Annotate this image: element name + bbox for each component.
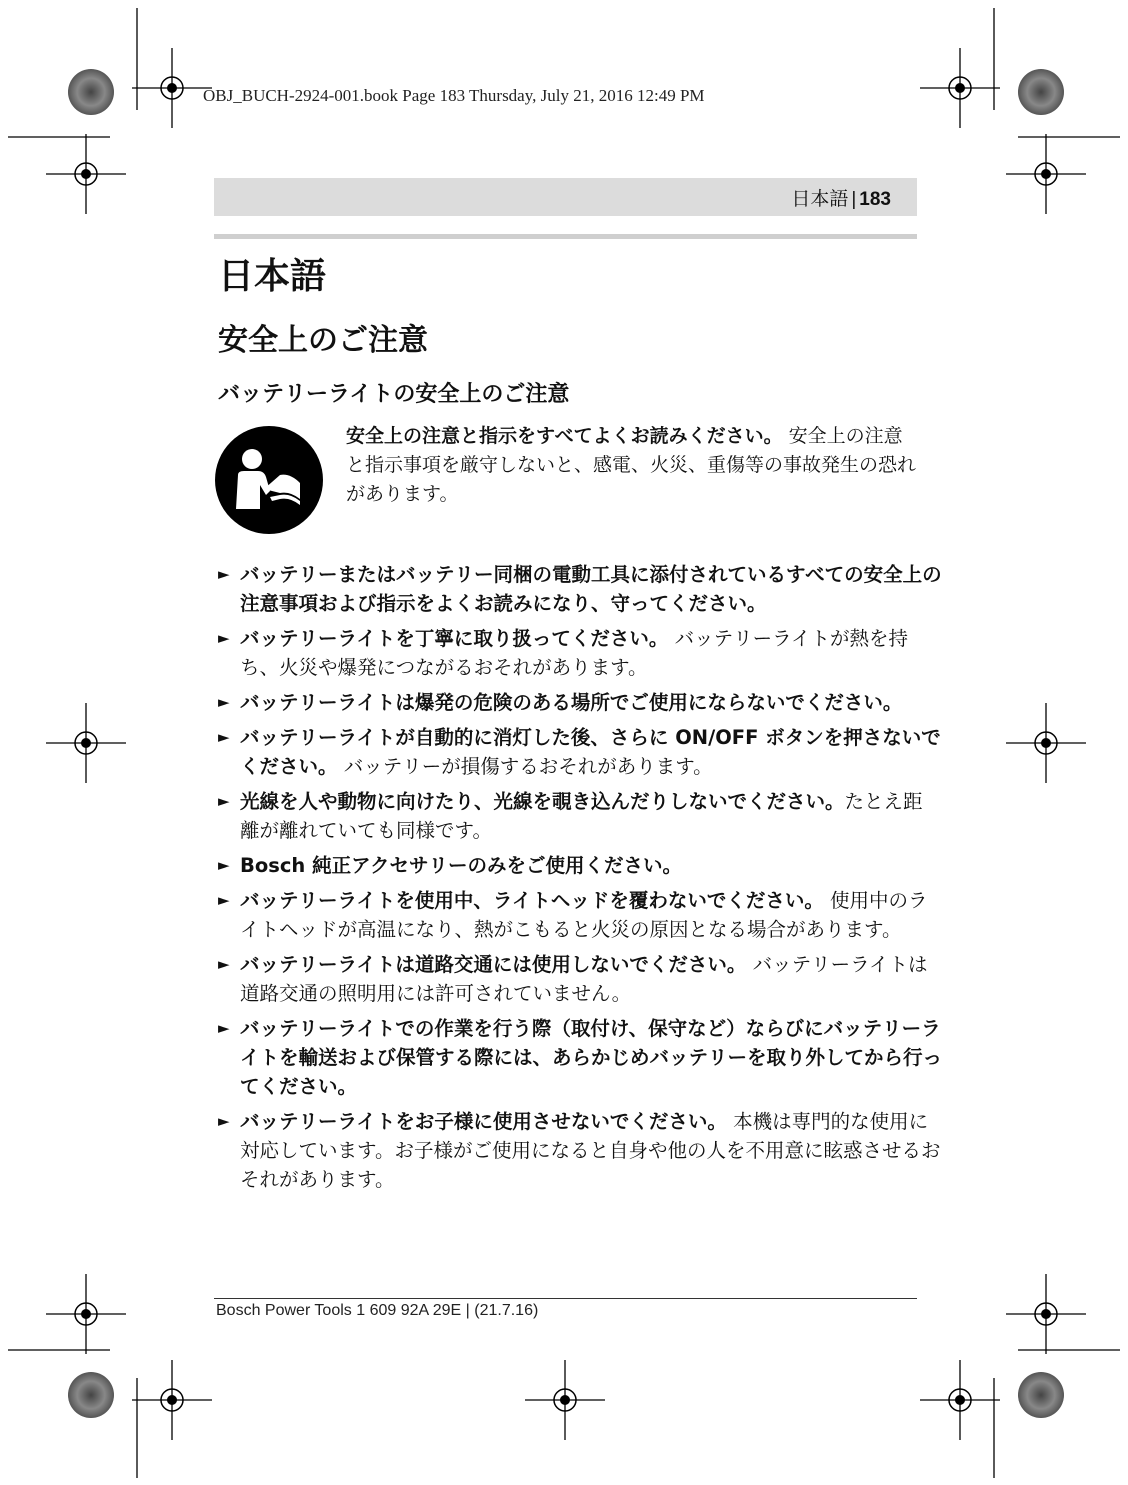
bullet-icon: ► (218, 891, 230, 909)
item-bold: バッテリーライトを丁寧に取り扱ってください。 (240, 627, 669, 650)
page-number: 183 (859, 189, 891, 210)
item-bold: バッテリーライトをお子様に使用させないでください。 (240, 1110, 727, 1133)
list-item (218, 787, 942, 845)
running-head-separator: | (851, 189, 857, 210)
item-bold: バッテリーライトでの作業を行う際（取付け、保守など）ならびにバッテリーライトを輸送および保管する際には、あらかじめバッテリーを取り外してから行ってください。 (240, 1017, 943, 1098)
list-item (218, 851, 942, 880)
list-item (218, 560, 942, 618)
item-text: バッテリーライトが熱を持ち、火災や爆発につながるおそれがあります。 (240, 627, 909, 679)
bullet-icon: ► (218, 1019, 230, 1037)
bullet-icon: ► (218, 792, 230, 810)
print-slug: OBJ_BUCH-2924-001.book Page 183 Thursday, July 21, 2016 12:49 PM (203, 86, 705, 105)
intro-bold: 安全上の注意と指示をすべてよくお読みください。 (346, 425, 783, 447)
item-text: たとえ距離が離れていても同様です。 (240, 790, 923, 842)
item-bold: バッテリーライトは道路交通には使用しないでください。 (240, 953, 747, 976)
item-bold: Bosch 純正アクセサリーのみをご使用ください。 (240, 854, 683, 877)
item-bold: 光線を人や動物に向けたり、光線を覗き込んだりしないでください。 (240, 790, 845, 813)
list-item (218, 624, 942, 682)
bullet-icon: ► (218, 565, 230, 583)
section-title: 安全上のご注意 (218, 323, 428, 358)
safety-list (218, 560, 942, 1200)
item-text: バッテリーライトは道路交通の照明用には許可されていません。 (240, 953, 928, 1005)
running-head (791, 184, 891, 211)
list-item (218, 886, 942, 944)
subsection-title: バッテリーライトの安全上のご注意 (218, 382, 570, 407)
read-manual-icon (214, 425, 324, 535)
page-footer: Bosch Power Tools 1 609 92A 29E | (21.7.16) (216, 1302, 539, 1319)
item-text: バッテリーが損傷するおそれがあります。 (337, 755, 713, 778)
item-bold: バッテリーライトを使用中、ライトヘッドを覆わないでください。 (240, 889, 824, 912)
list-item (218, 1014, 942, 1101)
bullet-icon: ► (218, 693, 230, 711)
bullet-icon: ► (218, 728, 230, 746)
list-item (218, 723, 942, 781)
intro-text (346, 422, 921, 509)
page-title: 日本語 (218, 256, 327, 297)
running-head-section: 日本語 (791, 189, 849, 210)
item-text: 使用中のライトヘッドが高温になり、熱がこもると火災の原因となる場合があります。 (240, 889, 928, 941)
item-bold: バッテリーまたはバッテリー同梱の電動工具に添付されているすべての安全上の注意事項および指示をよくお読みになり、守ってください。 (240, 563, 942, 615)
bullet-icon: ► (218, 1112, 230, 1130)
page-header (214, 178, 917, 216)
bullet-icon: ► (218, 955, 230, 973)
item-bold: バッテリーライトは爆発の危険のある場所でご使用にならないでください。 (240, 691, 903, 714)
item-bold: バッテリーライトが自動的に消灯した後、さらに ON/OFF ボタンを押さないでください。 (240, 726, 941, 778)
bullet-icon: ► (218, 856, 230, 874)
footer-rule (214, 1298, 917, 1299)
bullet-icon: ► (218, 629, 230, 647)
intro-regular: 安全上の注意と指示事項を厳守しないと、感電、火災、重傷等の事故発生の恐れがあります。 (346, 425, 917, 505)
list-item (218, 950, 942, 1008)
list-item (218, 1107, 942, 1194)
header-rule (214, 234, 917, 239)
list-item (218, 688, 942, 717)
item-text: 本機は専門的な使用に対応しています。お子様がご使用になると自身や他の人を不用意に眩惑させるおそれがあります。 (240, 1110, 941, 1191)
